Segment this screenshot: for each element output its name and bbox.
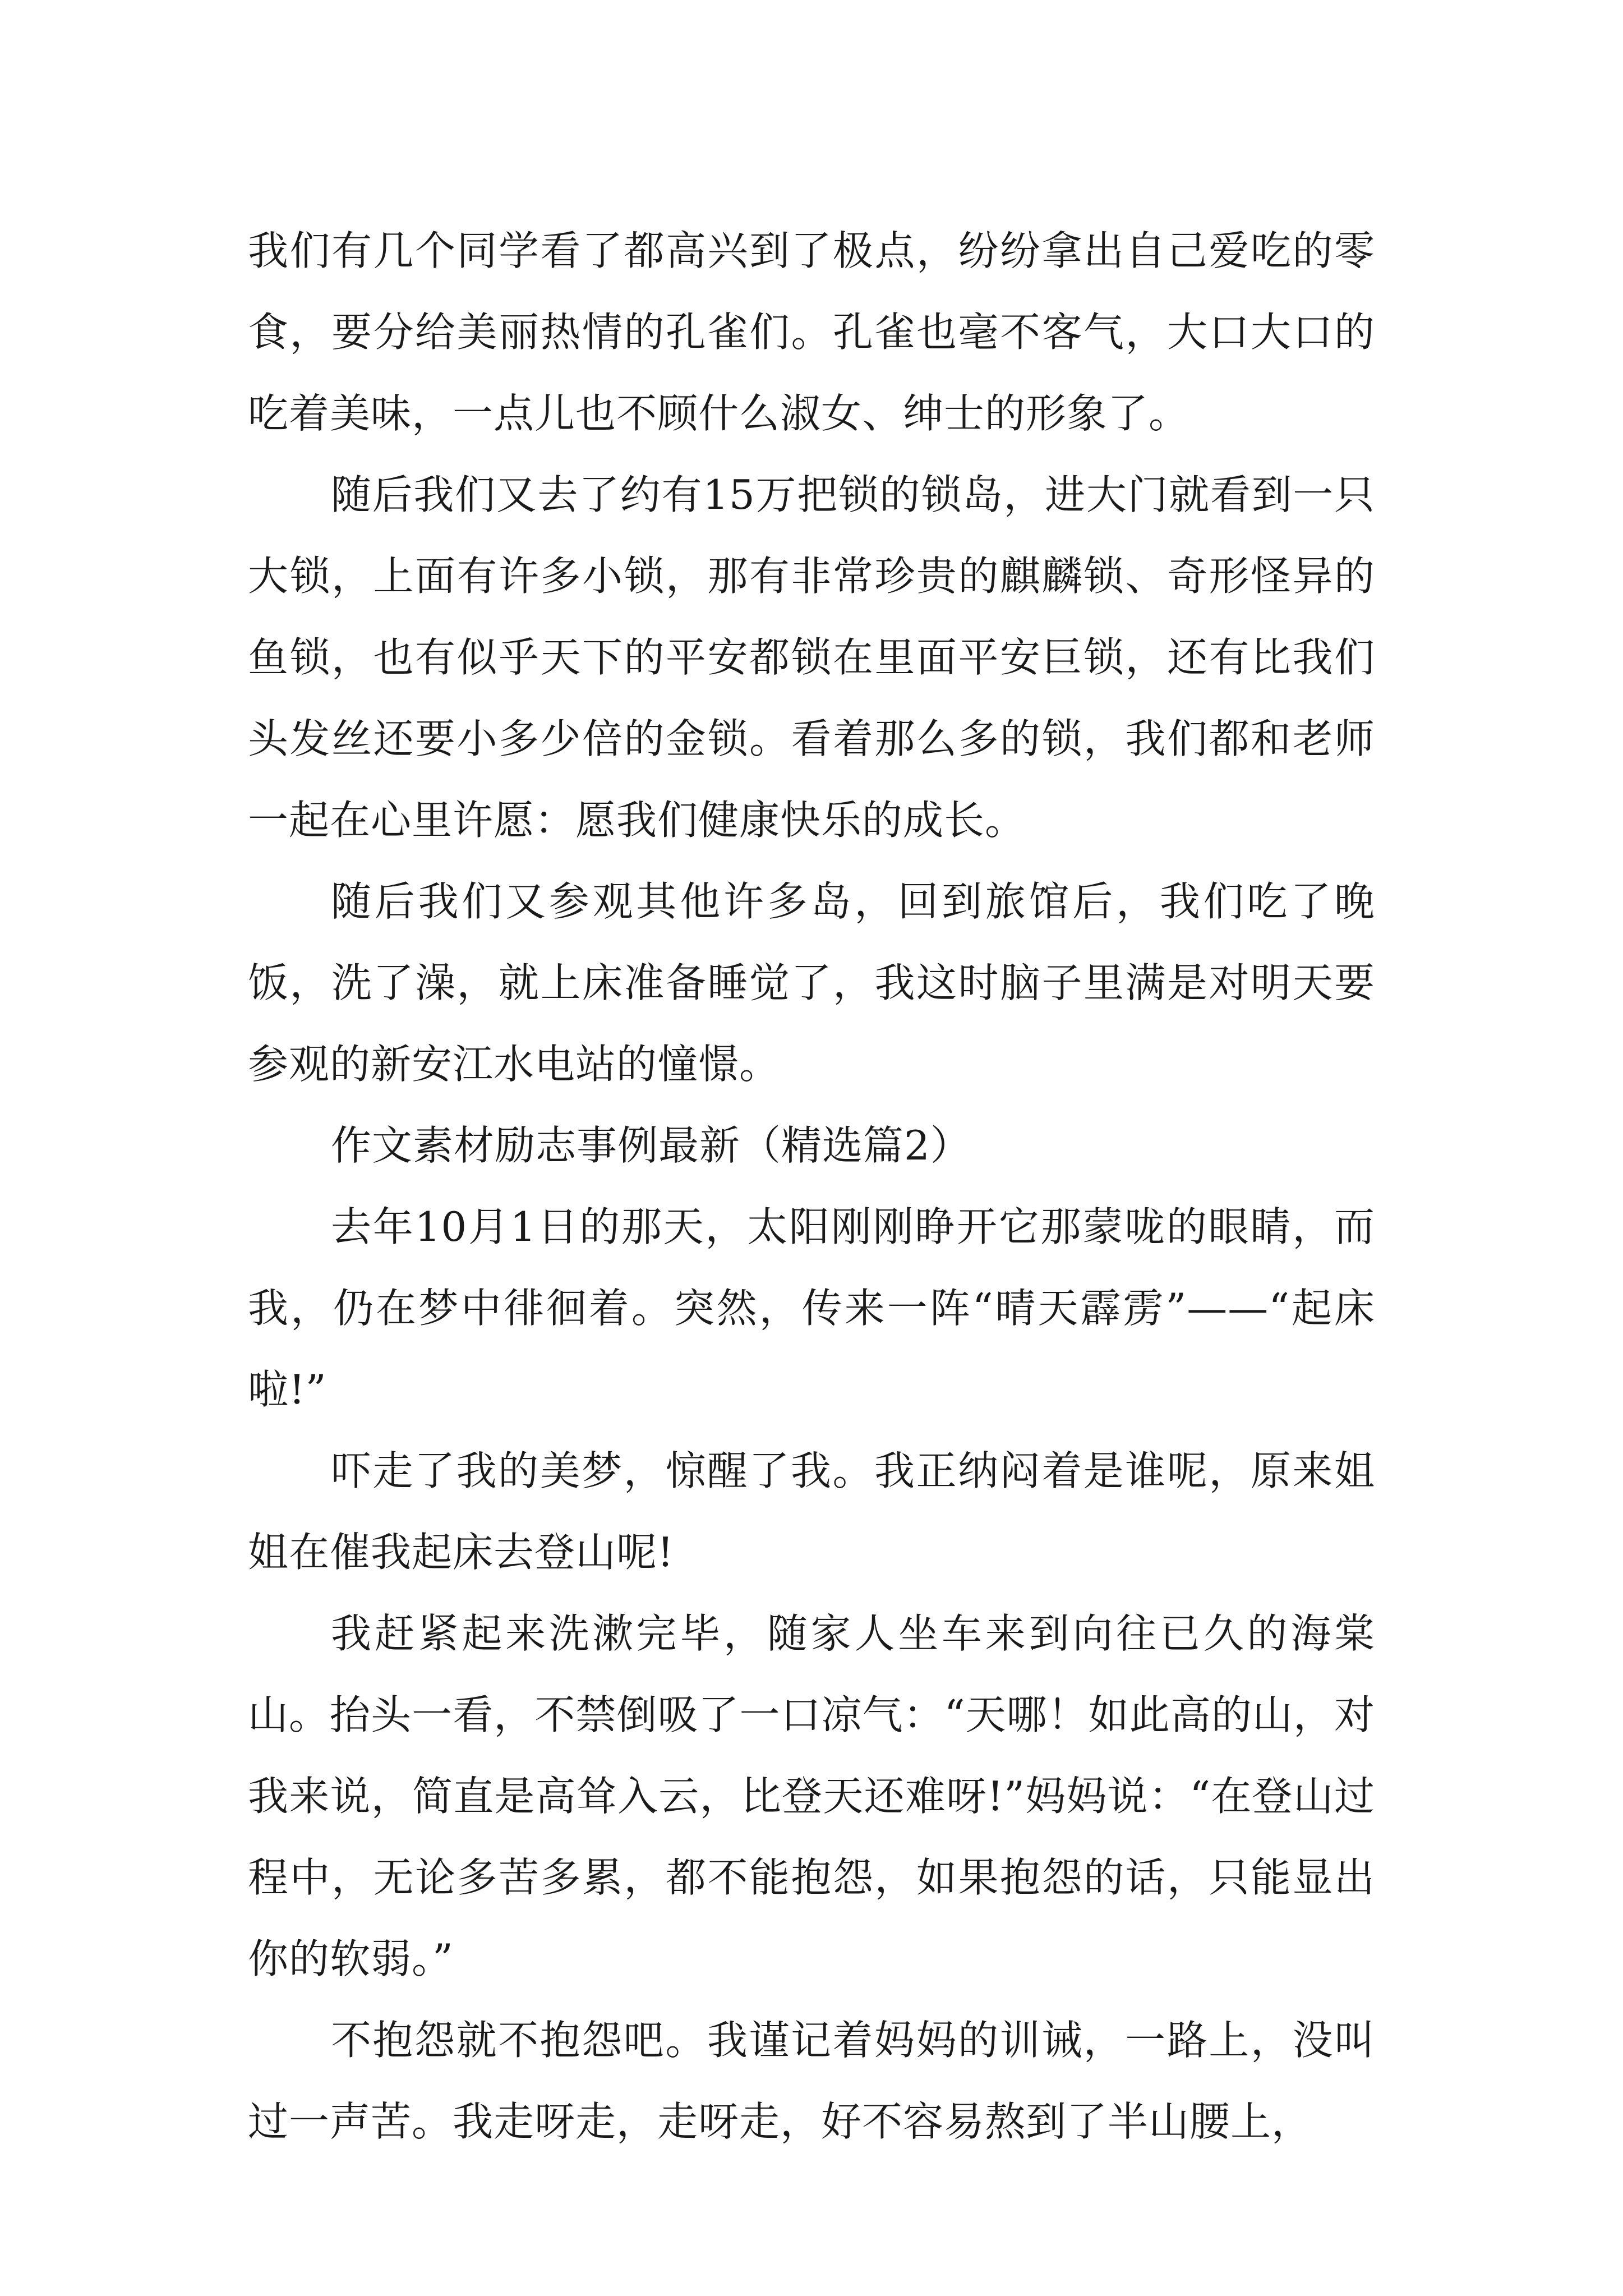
document-page [248, 210, 1375, 2162]
paragraph-peacocks: 我们有几个同学看了都高兴到了极点，纷纷拿出自己爱吃的零食，要分给美丽热情的孔雀们。孔雀也毫不客气，大口大口的吃着美味，一点儿也不顾什么淑女、绅士的形象了。 [248, 227, 1375, 437]
paragraph-hotel: 随后我们又参观其他许多岛，回到旅馆后，我们吃了晚饭，洗了澡，就上床准备睡觉了，我这时脑子里满是对明天要参观的新安江水电站的憧憬。 [248, 878, 1375, 1088]
section-heading: 作文素材励志事例最新（精选篇2） [331, 1122, 971, 1169]
paragraph-lock-island: 随后我们又去了约有15万把锁的锁岛，进大门就看到一只大锁，上面有许多小锁，那有非常珍贵的麒麟锁、奇形怪异的鱼锁，也有似乎天下的平安都锁在里面平安巨锁，还有比我们头发丝还要小多少倍的金锁。看着那么多的锁，我们都和老师一起在心里许愿：愿我们健康快乐的成长。 [248, 471, 1375, 844]
paragraph-october-first: 去年10月1日的那天，太阳刚刚睁开它那蒙咙的眼睛，而我，仍在梦中徘徊着。突然，传来一阵“晴天霹雳”——“起床啦!” [248, 1203, 1375, 1413]
paragraph-no-complaining: 不抱怨就不抱怨吧。我谨记着妈妈的训诫，一路上，没叫过一声苦。我走呀走，走呀走，好不容易熬到了半山腰上， [248, 2017, 1375, 2145]
paragraph-haitang-mountain: 我赶紧起来洗漱完毕，随家人坐车来到向往已久的海棠山。抬头一看，不禁倒吸了一口凉气：“天哪！如此高的山，对我来说，简直是高耸入云，比登天还难呀!”妈妈说：“在登山过程中，无论多苦多累，都不能抱怨，如果抱怨的话，只能显出你的软弱。” [248, 1610, 1375, 1982]
paragraph-woken-up: 吓走了我的美梦，惊醒了我。我正纳闷着是谁呢，原来姐姐在催我起床去登山呢! [248, 1447, 1375, 1576]
